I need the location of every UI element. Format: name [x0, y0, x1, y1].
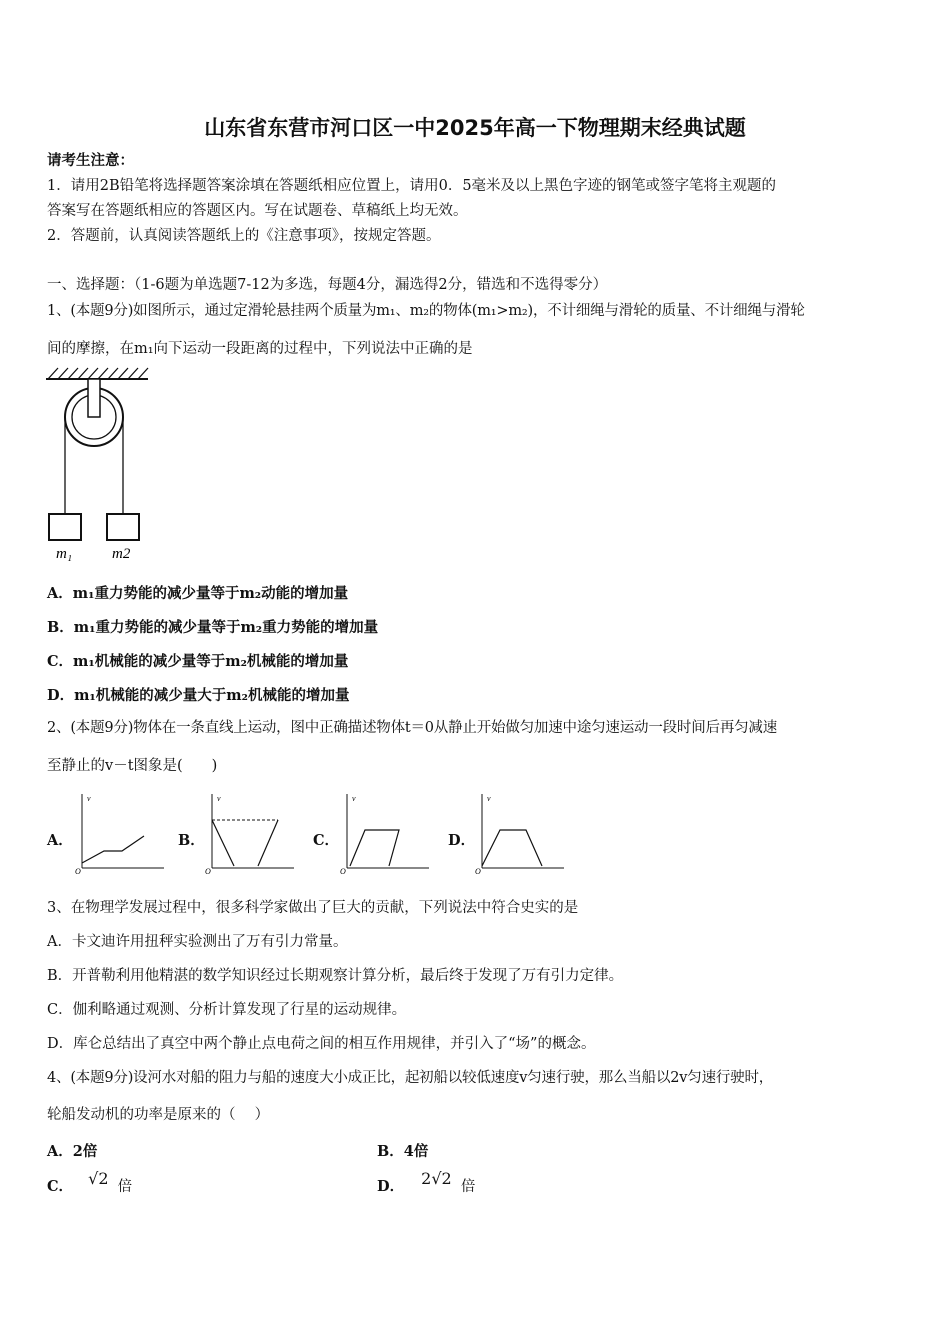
q3-option-b[interactable]: B．开普勒利用他精湛的数学知识经过长期观察计算分析，最后终于发现了万有引力定律。	[47, 968, 624, 984]
notice-line-1b: 答案写在答题纸相应的答题区内。写在试题卷、草稿纸上均无效。	[47, 203, 468, 219]
notice-line-2: 2．答题前，认真阅读答题纸上的《注意事项》，按规定答题。	[47, 228, 441, 244]
q4-option-b[interactable]: B．4倍	[377, 1143, 429, 1160]
vt-graph-d	[472, 790, 568, 876]
q4-option-a[interactable]: A．2倍	[47, 1143, 98, 1160]
q4-option-d-label: D．	[377, 1178, 405, 1195]
axis-o-b: O	[205, 867, 211, 876]
vt-graph-a	[72, 790, 168, 876]
section-heading: 一、选择题：（1-6题为单选题7-12为多选，每题4分，漏选得2分，错选和不选得零分）	[47, 277, 608, 293]
axis-o-c: O	[340, 867, 346, 876]
axis-v-d: v	[487, 794, 491, 803]
ceiling-hatch	[46, 368, 148, 379]
label-m1: m₁	[56, 546, 73, 562]
vt-graph-c	[337, 790, 433, 876]
q3-option-a[interactable]: A．卡文迪许用扭秤实验测出了万有引力常量。	[47, 934, 348, 950]
q1-option-d[interactable]: D．m₁机械能的减少量大于m₂机械能的增加量	[47, 687, 350, 704]
notice-line-1a: 1．请用2B铅笔将选择题答案涂填在答题纸相应位置上，请用0．5毫米及以上黑色字迹的钢笔或签字笔将主观题的	[47, 178, 777, 194]
page-title: 山东省东营市河口区一中2025年高一下物理期末经典试题	[204, 116, 746, 140]
axis-v-b: v	[217, 794, 221, 803]
q4-option-c[interactable]	[47, 1169, 133, 1196]
q2-label-c[interactable]: C．	[313, 832, 340, 849]
q1-option-a[interactable]: A．m₁重力势能的减少量等于m₂动能的增加量	[47, 585, 349, 602]
axis-o-a: O	[75, 867, 81, 876]
label-m2: m2	[112, 546, 131, 562]
pulley-axle	[88, 379, 100, 417]
notice-heading: 请考生注意：	[47, 152, 134, 169]
q2-label-b[interactable]: B．	[178, 832, 205, 849]
q4-option-d-unit: 倍	[460, 1179, 476, 1195]
q2-stem-line1: 2、(本题9分)物体在一条直线上运动，图中正确描述物体t＝0从静止开始做匀加速中途匀速运动一段时间后再匀减速	[47, 720, 778, 736]
q4-option-d[interactable]	[377, 1169, 476, 1196]
q3-option-d[interactable]: D．库仑总结出了真空中两个静止点电荷之间的相互作用规律，并引入了“场”的概念。	[47, 1036, 596, 1052]
block-m1	[49, 514, 81, 540]
q3-stem: 3、在物理学发展过程中，很多科学家做出了巨大的贡献，下列说法中符合史实的是	[47, 900, 579, 916]
q4-option-c-label: C．	[47, 1178, 74, 1195]
q1-option-b[interactable]: B．m₁重力势能的减少量等于m₂重力势能的增加量	[47, 619, 379, 636]
q4-stem-line2: 轮船发动机的功率是原来的（ ）	[47, 1107, 270, 1123]
q2-label-a[interactable]: A．	[47, 832, 73, 849]
axis-v-a: v	[87, 794, 91, 803]
q3-option-c[interactable]: C．伽利略通过观测、分析计算发现了行星的运动规律。	[47, 1002, 407, 1018]
q4-option-c-unit: 倍	[117, 1179, 133, 1195]
pulley-figure	[44, 365, 154, 565]
q4-option-d-value: 2√2	[421, 1169, 452, 1188]
q1-stem-line2: 间的摩擦，在m₁向下运动一段距离的过程中，下列说法中正确的是	[47, 341, 473, 357]
q4-stem-line1: 4、(本题9分)设河水对船的阻力与船的速度大小成正比，起初船以较低速度v匀速行驶，那么当船以2v匀速行驶时，	[47, 1070, 774, 1086]
q2-stem-line2: 至静止的v－t图象是( )	[47, 758, 218, 774]
q2-label-d[interactable]: D．	[448, 832, 476, 849]
block-m2	[107, 514, 139, 540]
vt-graph-b	[202, 790, 298, 876]
axis-v-c: v	[352, 794, 356, 803]
q4-option-c-value: √2	[88, 1169, 109, 1188]
q1-stem-line1: 1、(本题9分)如图所示，通过定滑轮悬挂两个质量为m₁、m₂的物体(m₁>m₂)，不计细绳与滑轮的质量、不计细绳与滑轮	[47, 303, 805, 319]
q1-option-c[interactable]: C．m₁机械能的减少量等于m₂机械能的增加量	[47, 653, 349, 670]
axis-o-d: O	[475, 867, 481, 876]
